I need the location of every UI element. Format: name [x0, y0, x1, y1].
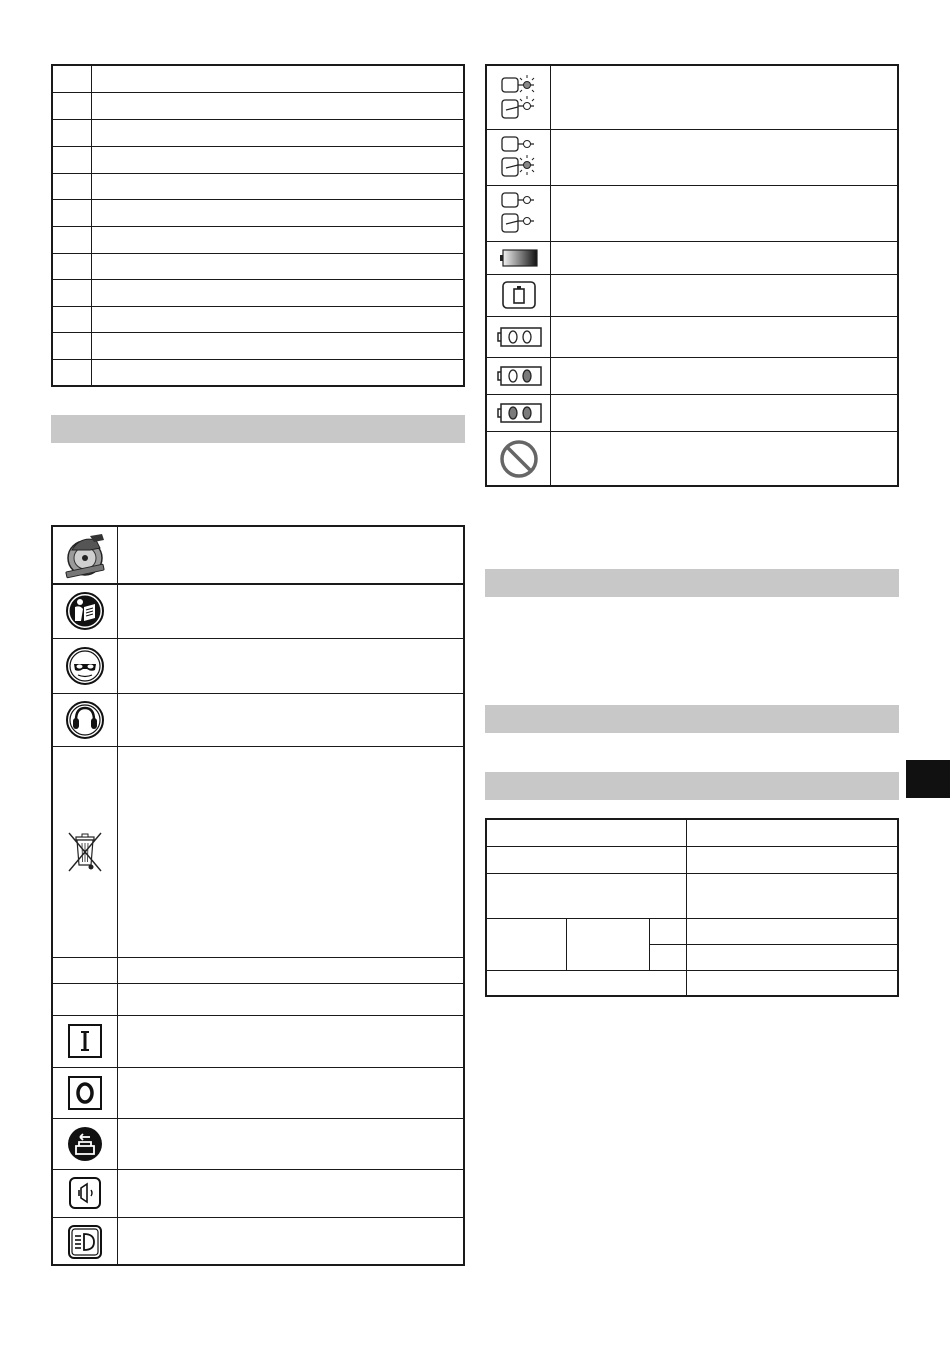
ear-protection-icon [53, 693, 117, 746]
table-row [53, 332, 463, 359]
table-row [53, 226, 463, 253]
battery-level-two-icon [487, 394, 550, 431]
charger-lamps-off-icon [487, 185, 550, 241]
table-row [487, 970, 897, 971]
crossed-bin-icon [53, 746, 117, 957]
table-row [53, 199, 463, 226]
table-row [53, 173, 463, 200]
section-heading-bar [485, 705, 899, 733]
symbols-table [51, 525, 465, 1266]
table-row [53, 119, 463, 146]
eye-protection-icon [53, 638, 117, 693]
section-heading-bar [485, 772, 899, 800]
table-row [53, 359, 463, 386]
charging-blink-bottom-icon [487, 129, 550, 185]
off-switch-icon [53, 1067, 117, 1118]
prohibited-icon [487, 431, 550, 487]
table-row [487, 873, 897, 874]
on-switch-icon [53, 1015, 117, 1067]
table-row [53, 66, 463, 93]
section-heading-bar [485, 569, 899, 597]
table-row [53, 92, 463, 119]
charging-blink-top-icon [487, 66, 550, 129]
specification-table [485, 818, 899, 997]
light-icon [53, 1217, 117, 1266]
parts-list-table [51, 64, 465, 387]
indicator-lamps-table [485, 64, 899, 487]
battery-gradient-icon [487, 241, 550, 274]
battery-upright-icon [487, 274, 550, 316]
table-row [53, 279, 463, 306]
language-tab [906, 760, 950, 798]
battery-level-one-icon [487, 357, 550, 394]
battery-removal-icon [53, 1118, 117, 1169]
table-row [487, 918, 897, 919]
table-row [53, 306, 463, 333]
read-manual-icon [53, 583, 117, 638]
table-row [487, 846, 897, 847]
table-row [53, 253, 463, 280]
circular-saw-icon [53, 527, 117, 583]
table-row [53, 146, 463, 173]
battery-level-empty-icon [487, 316, 550, 357]
speaker-icon [53, 1169, 117, 1217]
section-heading-bar [51, 415, 465, 443]
